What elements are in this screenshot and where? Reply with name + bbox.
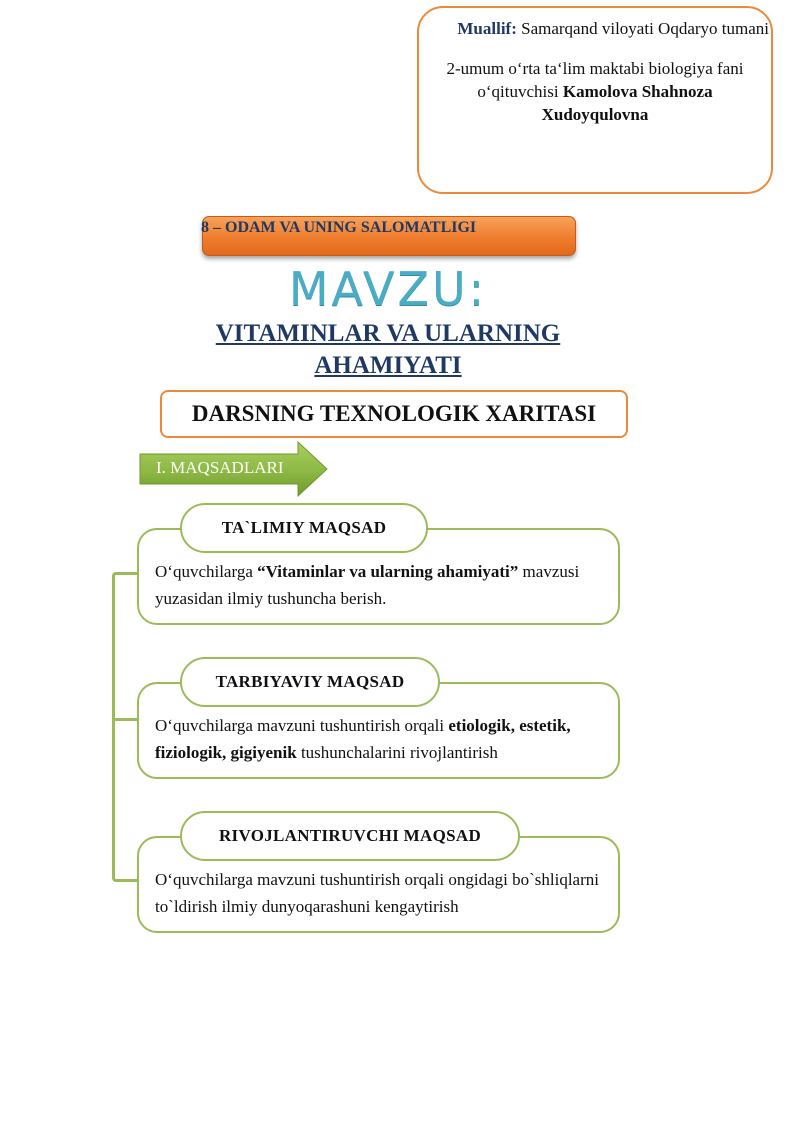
tech-map-title: DARSNING TEXNOLOGIK XARITASI <box>160 390 628 438</box>
goal-text-part: Oʻquvchilarga mavzuni tushuntirish orqali <box>155 716 449 735</box>
goal-text-part: Oʻquvchilarga <box>155 562 258 581</box>
goal-text-part: tushunchalarini rivojlantirish <box>296 743 498 763</box>
section-arrow <box>138 440 330 498</box>
author-school: 2-umum oʻrta taʻlim maktabi biologiya fani oʻqituvchisi <box>446 59 744 101</box>
grade-banner <box>202 216 576 256</box>
author-box <box>417 6 773 194</box>
goal-title-rivojlantiruvchi: RIVOJLANTIRUVCHI MAQSAD <box>180 811 520 861</box>
goal-text-part: mavzusi yuzasidan ilmiy tushuncha berish. <box>155 562 580 609</box>
author-label: Muallif: <box>457 19 517 38</box>
section-arrow-label: I. MAQSADLARI <box>156 458 284 477</box>
topic-title: VITAMINLAR VA ULARNING AHAMIYATI <box>215 320 561 379</box>
goal-text-bold: etiologik, estetik, fiziologik, gigiyenik <box>155 716 571 763</box>
author-details <box>419 58 771 127</box>
goals-bracket <box>112 572 138 882</box>
goal-text <box>155 866 608 920</box>
goal-text-part: Oʻquvchilarga mavzuni tushuntirish orqali ongidagi bo`shliqlarni to`ldirish ilmiy dunyoqarashuni kengaytirish <box>155 870 599 917</box>
grade-banner-text: 8 – ODAM VA UNING SALOMATLIGI <box>201 219 477 236</box>
goal-text-bold: “Vitaminlar va ularning ahamiyati” <box>257 562 519 581</box>
author-line <box>419 18 777 41</box>
author-name: Kamolova Shahnoza Xudoyqulovna <box>541 81 713 124</box>
goal-title-tarbiyaviy: TARBIYAVIY MAQSAD <box>180 657 440 707</box>
goal-text <box>155 712 608 766</box>
mavzu-heading: MAVZU: <box>288 262 488 316</box>
goal-title-talimiy: TA`LIMIY MAQSAD <box>180 503 428 553</box>
goal-text <box>155 558 608 612</box>
author-location: Samarqand viloyati Oqdaryo tumani <box>516 19 769 38</box>
